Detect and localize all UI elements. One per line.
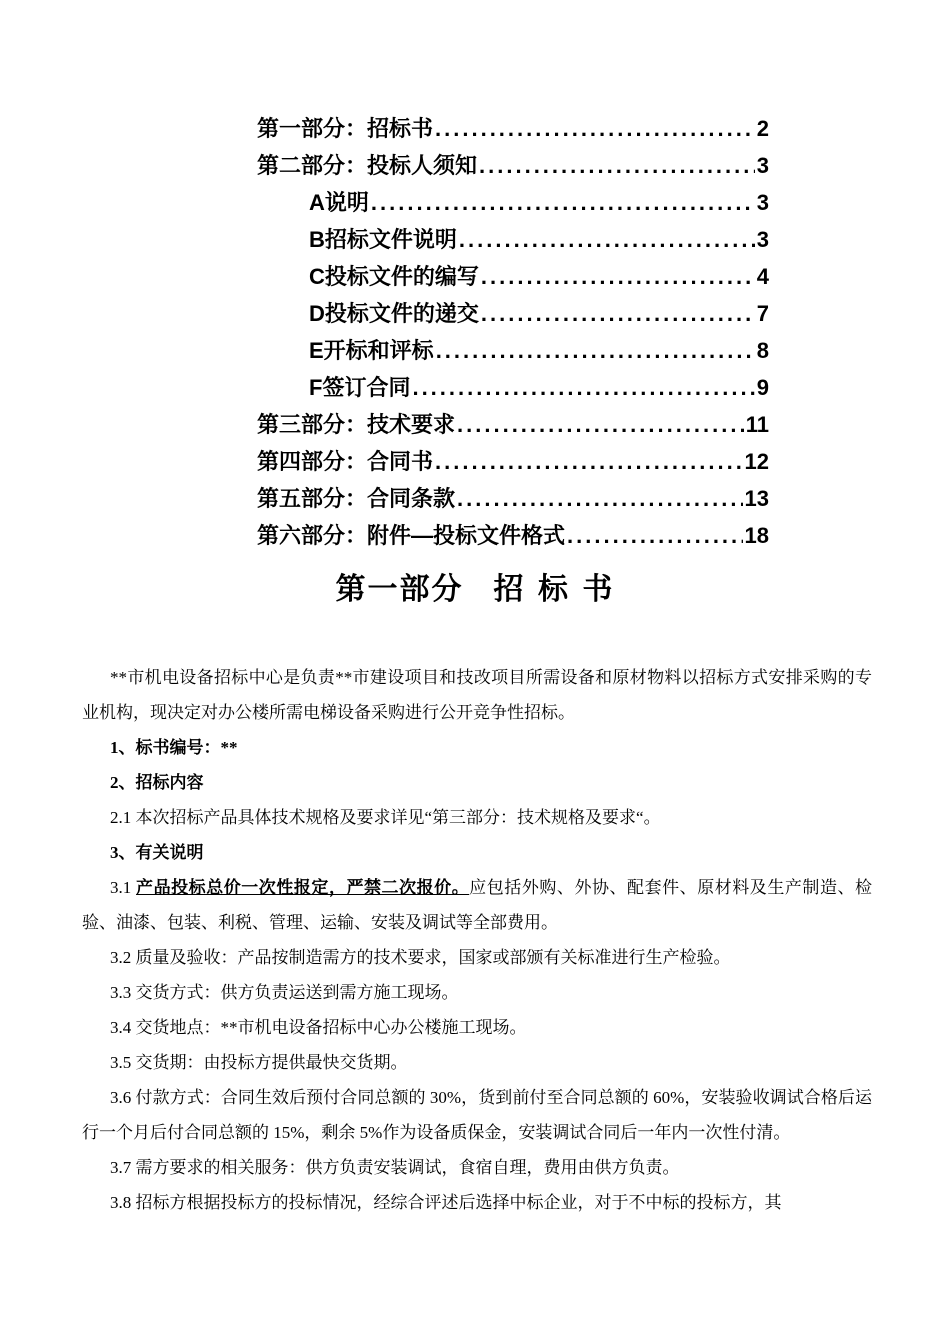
paragraph-3-5: 3.5 交货期：由投标方提供最快交货期。 — [110, 1053, 408, 1072]
toc-leader-dots — [457, 406, 744, 443]
toc-entry-title: C投标文件的编写 — [309, 264, 479, 289]
toc-entry-title: 第五部分：合同条款 — [257, 486, 456, 511]
toc-entry-page: 9 — [756, 375, 769, 400]
paragraph-3-4: 3.4 交货地点：**市机电设备招标中心办公楼施工现场。 — [110, 1018, 527, 1037]
toc-entry[interactable] — [257, 369, 769, 406]
paragraph-3-2: 3.2 质量及验收：产品按制造需方的技术要求，国家或部颁有关标准进行生产检验。 — [110, 948, 731, 967]
toc-entry-page: 8 — [756, 338, 769, 363]
toc-entry-title: 第三部分：技术要求 — [257, 412, 456, 437]
toc-entry[interactable] — [257, 184, 769, 221]
table-of-contents — [257, 110, 769, 554]
paragraph-2-1: 2.1 本次招标产品具体技术规格及要求详见“第三部分：技术规格及要求“。 — [110, 808, 661, 827]
toc-leader-dots — [481, 295, 755, 332]
paragraph-3-7: 3.7 需方要求的相关服务：供方负责安装调试，食宿自理，费用由供方负责。 — [110, 1158, 680, 1177]
toc-entry[interactable] — [257, 517, 769, 554]
paragraph-3-8: 3.8 招标方根据投标方的投标情况，经综合评述后选择中标企业，对于不中标的投标方，其 — [110, 1193, 782, 1212]
toc-leader-dots — [481, 258, 755, 295]
toc-entry[interactable] — [257, 221, 769, 258]
heading-bid-number: 1、标书编号：** — [110, 738, 238, 757]
toc-leader-dots — [435, 443, 743, 480]
toc-leader-dots — [435, 110, 755, 147]
toc-entry[interactable] — [257, 295, 769, 332]
toc-entry-page: 3 — [756, 190, 769, 215]
toc-entry-title: A说明 — [309, 190, 369, 215]
toc-entry[interactable] — [257, 406, 769, 443]
heading-bid-content: 2、招标内容 — [110, 773, 204, 792]
paragraph-3-1 — [82, 870, 872, 940]
intro-paragraph: **市机电设备招标中心是负责**市建设项目和技改项目所需设备和原材物料以招标方式安排采购的专业机构，现决定对办公楼所需电梯设备采购进行公开竞争性招标。 — [82, 668, 872, 722]
toc-leader-dots — [412, 369, 754, 406]
toc-leader-dots — [459, 221, 755, 258]
toc-leader-dots — [479, 147, 755, 184]
toc-entry-title: D投标文件的递交 — [309, 301, 479, 326]
paragraph-3-6: 3.6 付款方式：合同生效后预付合同总额的 30%，货到前付至合同总额的 60%，安装验收调试合格后运行一个月后付合同总额的 15%，剩余 5%作为设备质保金，安装调试合同后一年内一次性付清。 — [82, 1088, 872, 1142]
toc-entry[interactable] — [257, 147, 769, 184]
section-title-part: 第一部分 — [335, 572, 464, 607]
toc-entry-page: 4 — [756, 264, 769, 289]
section-title — [0, 564, 950, 608]
toc-entry[interactable] — [257, 480, 769, 517]
document-body — [82, 660, 872, 1220]
toc-entry[interactable] — [257, 110, 769, 147]
toc-entry-title: 第四部分：合同书 — [257, 449, 434, 474]
toc-entry-title: 第六部分：附件—投标文件格式 — [257, 523, 566, 548]
section-title-name: 招 标 书 — [493, 572, 615, 607]
heading-notes: 3、有关说明 — [110, 843, 204, 862]
toc-entry-page: 7 — [756, 301, 769, 326]
toc-leader-dots — [371, 184, 755, 221]
toc-entry-page: 3 — [756, 153, 769, 178]
paragraph-3-1-number: 3.1 — [110, 878, 137, 897]
toc-entry-title: B招标文件说明 — [309, 227, 457, 252]
toc-entry-page: 13 — [744, 486, 769, 511]
toc-entry-page: 18 — [744, 523, 769, 548]
toc-entry[interactable] — [257, 258, 769, 295]
toc-entry-title: E开标和评标 — [309, 338, 434, 363]
toc-entry-title: F签订合同 — [309, 375, 411, 400]
paragraph-3-3: 3.3 交货方式：供方负责运送到需方施工现场。 — [110, 983, 459, 1002]
toc-entry-page: 2 — [756, 116, 769, 141]
toc-entry-page: 11 — [745, 412, 769, 437]
toc-entry-title: 第二部分：投标人须知 — [257, 153, 478, 178]
paragraph-3-1-emphasis: 产品投标总价一次性报定，严禁二次报价。 — [136, 878, 470, 897]
toc-entry-page: 12 — [744, 449, 769, 474]
toc-entry[interactable] — [257, 332, 769, 369]
paragraph-3-1-rest: 应包括外购、外协、配套件、原材料及生产制造、检验、油漆、包装、利税、管理、运输、安装及调试等全部费用。 — [82, 878, 873, 932]
toc-leader-dots — [567, 517, 743, 554]
toc-entry-title: 第一部分：招标书 — [257, 116, 434, 141]
toc-leader-dots — [436, 332, 755, 369]
toc-leader-dots — [457, 480, 743, 517]
toc-entry-page: 3 — [756, 227, 769, 252]
toc-entry[interactable] — [257, 443, 769, 480]
